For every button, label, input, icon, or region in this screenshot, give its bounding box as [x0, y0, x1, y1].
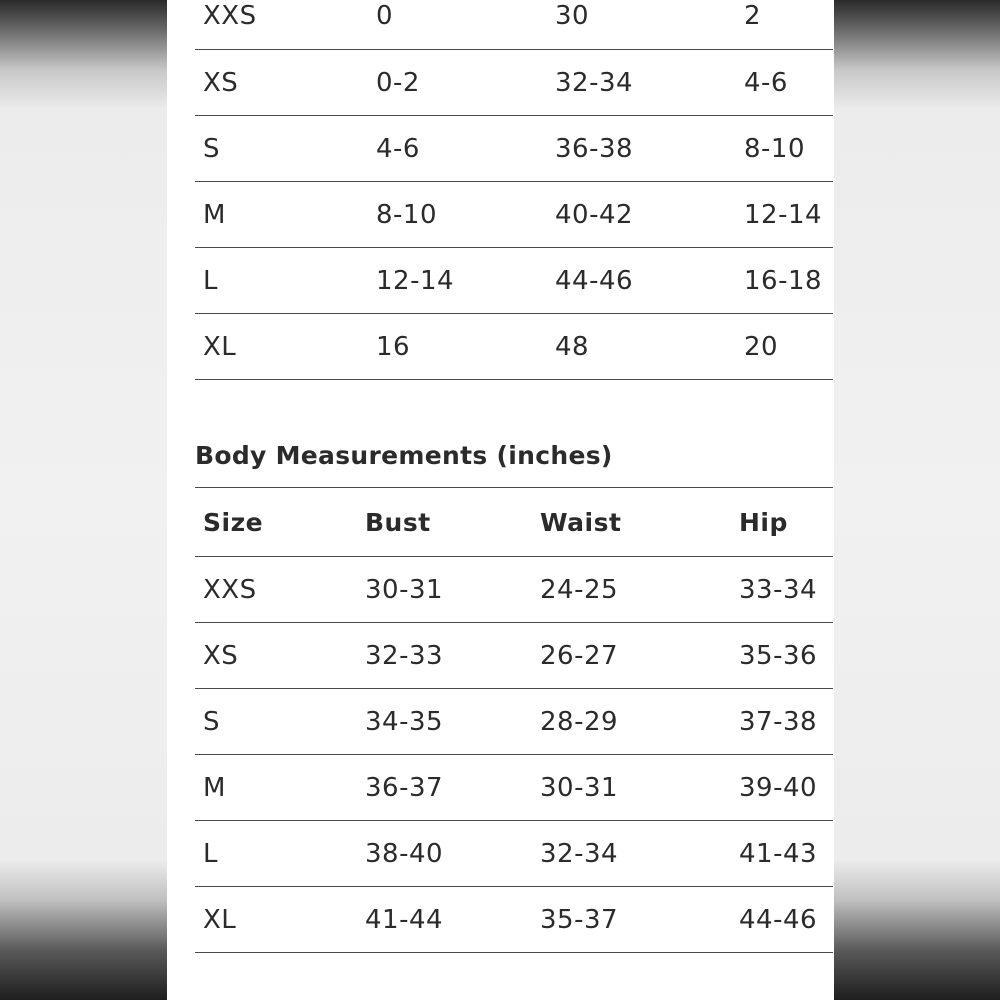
table-row: [195, 314, 833, 380]
table-cell: 16: [376, 331, 411, 362]
size-cell: M: [203, 199, 226, 230]
table-cell: 0: [376, 1, 394, 31]
size-cell: XXS: [203, 1, 257, 31]
waist-cell: 24-25: [540, 574, 619, 605]
column-header-hip: Hip: [739, 507, 788, 537]
table-cell: 0-2: [376, 67, 420, 98]
size-cell: L: [203, 838, 218, 869]
table-cell: 12-14: [744, 199, 823, 230]
table-cell: 44-46: [555, 265, 634, 296]
table-cell: 16-18: [744, 265, 823, 296]
table-row: [195, 182, 833, 248]
size-cell: XS: [203, 67, 239, 98]
table-cell: 36-38: [555, 133, 634, 164]
waist-cell: 26-27: [540, 640, 619, 671]
table-cell: 8-10: [376, 199, 438, 230]
waist-cell: 30-31: [540, 772, 619, 803]
size-cell: XL: [203, 331, 237, 362]
table-row: [195, 50, 833, 116]
hip-cell: 41-43: [739, 838, 818, 869]
table-row: [195, 623, 833, 689]
size-cell: M: [203, 772, 226, 803]
bust-cell: 41-44: [365, 904, 444, 935]
bust-cell: 36-37: [365, 772, 444, 803]
table-header-row: [195, 488, 833, 557]
table-cell: 8-10: [744, 133, 806, 164]
table-cell: 4-6: [744, 67, 788, 98]
waist-cell: 32-34: [540, 838, 619, 869]
column-header-bust: Bust: [365, 507, 431, 537]
table-cell: 20: [744, 331, 779, 362]
table-cell: 30: [555, 1, 590, 31]
size-cell: XL: [203, 904, 237, 935]
table-row: [195, 755, 833, 821]
table-cell: 32-34: [555, 67, 634, 98]
blurred-side-panel-left: [0, 0, 167, 1000]
table-cell: 12-14: [376, 265, 455, 296]
hip-cell: 44-46: [739, 904, 818, 935]
bust-cell: 38-40: [365, 838, 444, 869]
body-measurements-table: [195, 487, 833, 953]
table-row: [195, 557, 833, 623]
column-header-waist: Waist: [540, 507, 622, 537]
hip-cell: 39-40: [739, 772, 818, 803]
table-row: [195, 248, 833, 314]
bust-cell: 32-33: [365, 640, 444, 671]
table-cell: 2: [744, 1, 762, 31]
size-cell: S: [203, 706, 221, 737]
column-header-size: Size: [203, 507, 264, 537]
section-title: Body Measurements (inches): [195, 441, 613, 470]
hip-cell: 37-38: [739, 706, 818, 737]
bust-cell: 30-31: [365, 574, 444, 605]
hip-cell: 35-36: [739, 640, 818, 671]
table-row: [195, 0, 833, 50]
table-row: [195, 821, 833, 887]
table-cell: 40-42: [555, 199, 634, 230]
size-conversion-table: [195, 0, 833, 380]
size-cell: S: [203, 133, 221, 164]
blurred-side-panel-right: [834, 0, 1000, 1000]
table-cell: 48: [555, 331, 590, 362]
table-cell: 4-6: [376, 133, 420, 164]
bust-cell: 34-35: [365, 706, 444, 737]
table-row: [195, 116, 833, 182]
waist-cell: 35-37: [540, 904, 619, 935]
size-chart-page: [167, 0, 834, 1000]
size-cell: XS: [203, 640, 239, 671]
size-cell: XXS: [203, 574, 257, 605]
hip-cell: 33-34: [739, 574, 818, 605]
table-row: [195, 887, 833, 953]
table-row: [195, 689, 833, 755]
waist-cell: 28-29: [540, 706, 619, 737]
size-cell: L: [203, 265, 218, 296]
